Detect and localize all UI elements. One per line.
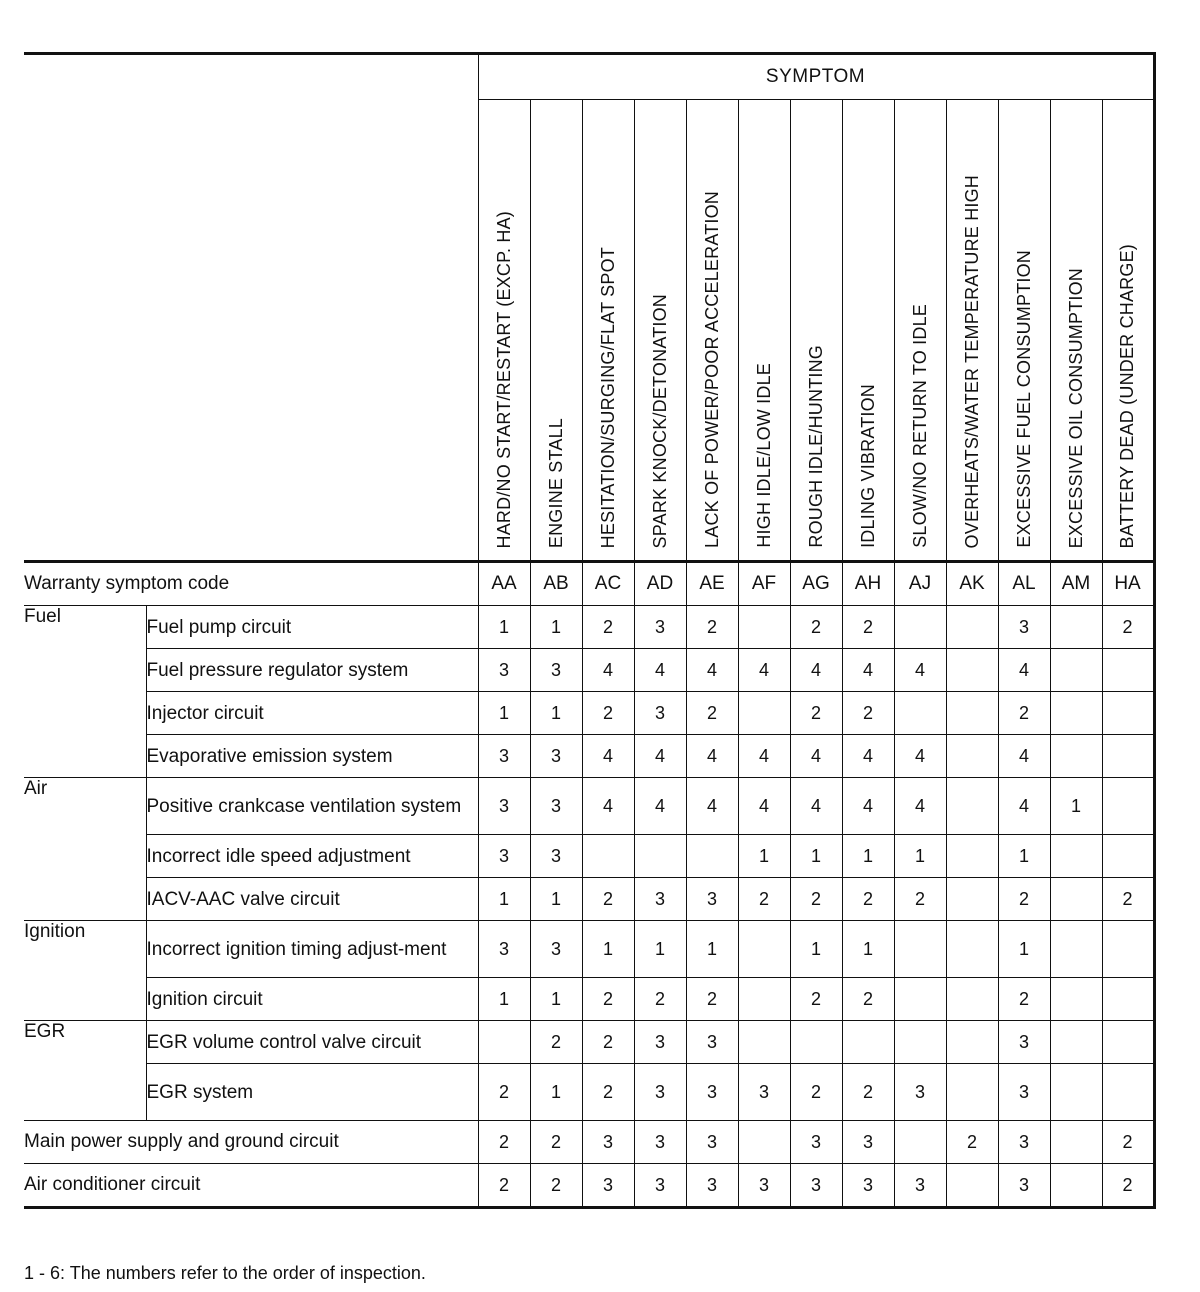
- inspection-order-value: [894, 1021, 946, 1064]
- inspection-order-value: 4: [842, 735, 894, 778]
- inspection-order-value: [478, 1021, 530, 1064]
- inspection-order-value: 2: [582, 878, 634, 921]
- inspection-order-value: [894, 1121, 946, 1164]
- symptom-header-label: HARD/NO START/RESTART (EXCP. HA): [493, 210, 514, 548]
- check-item-label: Ignition circuit: [146, 978, 478, 1021]
- symptom-header-label: EXCESSIVE OIL CONSUMPTION: [1065, 267, 1086, 548]
- symptom-header: [946, 100, 998, 562]
- inspection-order-value: 4: [582, 778, 634, 835]
- inspection-order-value: 3: [686, 1064, 738, 1121]
- check-item-label: IACV-AAC valve circuit: [146, 878, 478, 921]
- inspection-order-value: 3: [478, 649, 530, 692]
- symptom-header: [478, 100, 530, 562]
- inspection-order-value: 1: [842, 921, 894, 978]
- warranty-code: AJ: [894, 562, 946, 606]
- table-row: [24, 1121, 1154, 1164]
- table-row: [24, 692, 1154, 735]
- inspection-order-value: [946, 606, 998, 649]
- warranty-code: AG: [790, 562, 842, 606]
- inspection-order-value: 2: [478, 1121, 530, 1164]
- inspection-order-value: [738, 921, 790, 978]
- inspection-order-value: 1: [686, 921, 738, 978]
- table-row: [24, 1064, 1154, 1121]
- inspection-order-value: 4: [634, 778, 686, 835]
- inspection-order-value: 2: [842, 978, 894, 1021]
- inspection-order-value: 1: [1050, 778, 1102, 835]
- table-row: [24, 778, 1154, 835]
- inspection-order-value: [1050, 649, 1102, 692]
- inspection-order-value: 1: [842, 835, 894, 878]
- inspection-order-value: [1050, 921, 1102, 978]
- inspection-order-value: [1050, 835, 1102, 878]
- inspection-order-value: 4: [998, 735, 1050, 778]
- inspection-order-value: 4: [738, 778, 790, 835]
- inspection-order-value: [1102, 835, 1154, 878]
- inspection-order-value: 1: [582, 921, 634, 978]
- inspection-order-value: 2: [842, 878, 894, 921]
- inspection-order-value: [1102, 978, 1154, 1021]
- inspection-order-value: [1050, 1164, 1102, 1208]
- inspection-order-value: 2: [790, 878, 842, 921]
- inspection-order-value: [946, 835, 998, 878]
- inspection-order-value: 1: [530, 878, 582, 921]
- inspection-order-value: 3: [998, 606, 1050, 649]
- inspection-order-value: 2: [634, 978, 686, 1021]
- inspection-order-value: 3: [894, 1064, 946, 1121]
- inspection-order-value: [946, 778, 998, 835]
- inspection-order-value: [790, 1021, 842, 1064]
- inspection-order-value: 1: [478, 878, 530, 921]
- inspection-order-value: 3: [530, 921, 582, 978]
- matrix-body: [24, 562, 1154, 1208]
- inspection-order-value: 1: [998, 835, 1050, 878]
- inspection-order-value: 3: [738, 1064, 790, 1121]
- inspection-order-value: 1: [478, 692, 530, 735]
- symptom-header: [582, 100, 634, 562]
- inspection-order-value: [686, 835, 738, 878]
- inspection-order-value: [1102, 778, 1154, 835]
- symptom-header-label: HIGH IDLE/LOW IDLE: [753, 363, 774, 548]
- inspection-order-value: 2: [894, 878, 946, 921]
- inspection-order-value: 2: [790, 978, 842, 1021]
- inspection-order-value: 2: [842, 692, 894, 735]
- warranty-code: AF: [738, 562, 790, 606]
- inspection-order-value: 4: [894, 649, 946, 692]
- inspection-order-value: 2: [530, 1121, 582, 1164]
- inspection-order-value: 4: [582, 735, 634, 778]
- inspection-order-value: 3: [634, 1064, 686, 1121]
- symptom-header: [686, 100, 738, 562]
- inspection-order-value: 2: [582, 692, 634, 735]
- symptom-header-label: SLOW/NO RETURN TO IDLE: [909, 304, 930, 548]
- inspection-order-value: [946, 692, 998, 735]
- inspection-order-value: 1: [998, 921, 1050, 978]
- inspection-order-value: [1050, 978, 1102, 1021]
- warranty-code-row: [24, 562, 1154, 606]
- check-item-label: Incorrect ignition timing adjust-ment: [146, 921, 478, 978]
- inspection-order-value: 4: [790, 649, 842, 692]
- warranty-code: AH: [842, 562, 894, 606]
- warranty-code-label: Warranty symptom code: [24, 562, 478, 606]
- symptom-header-label: BATTERY DEAD (UNDER CHARGE): [1117, 243, 1138, 548]
- inspection-order-value: [1102, 1064, 1154, 1121]
- check-item-label: Main power supply and ground circuit: [24, 1121, 478, 1164]
- inspection-order-value: 3: [998, 1121, 1050, 1164]
- symptom-header: [530, 100, 582, 562]
- inspection-order-value: 2: [998, 692, 1050, 735]
- inspection-order-value: 3: [478, 778, 530, 835]
- symptom-header: [1050, 100, 1102, 562]
- inspection-order-value: 2: [1102, 878, 1154, 921]
- inspection-order-value: 4: [842, 778, 894, 835]
- inspection-order-value: 1: [478, 606, 530, 649]
- inspection-order-value: 2: [790, 606, 842, 649]
- inspection-order-value: 1: [530, 692, 582, 735]
- inspection-order-value: 3: [582, 1164, 634, 1208]
- inspection-order-value: 1: [530, 978, 582, 1021]
- check-item-label: EGR system: [146, 1064, 478, 1121]
- inspection-order-value: 1: [894, 835, 946, 878]
- inspection-order-value: 2: [842, 1064, 894, 1121]
- inspection-order-value: 2: [530, 1021, 582, 1064]
- inspection-order-value: [946, 1064, 998, 1121]
- inspection-order-value: 3: [634, 606, 686, 649]
- inspection-order-value: 2: [686, 692, 738, 735]
- inspection-order-value: [842, 1021, 894, 1064]
- inspection-order-value: 4: [790, 778, 842, 835]
- inspection-order-value: [946, 978, 998, 1021]
- warranty-code: AA: [478, 562, 530, 606]
- inspection-order-value: [738, 1121, 790, 1164]
- inspection-order-value: [1102, 692, 1154, 735]
- inspection-order-value: [946, 878, 998, 921]
- inspection-order-value: [1102, 921, 1154, 978]
- inspection-order-value: 1: [530, 1064, 582, 1121]
- check-item-label: Evaporative emission system: [146, 735, 478, 778]
- inspection-order-value: 4: [686, 649, 738, 692]
- check-item-label: Positive crankcase ventilation system: [146, 778, 478, 835]
- symptom-header-label: IDLING VIBRATION: [857, 384, 878, 548]
- table-row: [24, 921, 1154, 978]
- inspection-order-value: [1050, 606, 1102, 649]
- inspection-order-value: [946, 735, 998, 778]
- inspection-order-value: [894, 978, 946, 1021]
- inspection-order-value: 3: [634, 1121, 686, 1164]
- inspection-order-value: 2: [478, 1164, 530, 1208]
- inspection-order-value: 4: [894, 735, 946, 778]
- inspection-order-value: 4: [738, 735, 790, 778]
- inspection-order-value: 2: [790, 1064, 842, 1121]
- symptom-header: [790, 100, 842, 562]
- inspection-order-value: [946, 1021, 998, 1064]
- inspection-order-value: 3: [478, 735, 530, 778]
- inspection-order-value: 4: [686, 735, 738, 778]
- symptom-header-label: EXCESSIVE FUEL CONSUMPTION: [1013, 250, 1034, 548]
- inspection-order-value: 3: [738, 1164, 790, 1208]
- inspection-order-value: 2: [842, 606, 894, 649]
- inspection-order-value: 3: [634, 1164, 686, 1208]
- inspection-order-value: [1102, 1021, 1154, 1064]
- inspection-order-value: 4: [998, 649, 1050, 692]
- warranty-code: AB: [530, 562, 582, 606]
- inspection-order-value: 3: [790, 1121, 842, 1164]
- inspection-order-value: 1: [738, 835, 790, 878]
- symptom-title-row: [24, 54, 1154, 100]
- symptom-header-label: LACK OF POWER/POOR ACCELERATION: [701, 191, 722, 548]
- inspection-order-value: [1050, 878, 1102, 921]
- inspection-order-value: 3: [634, 878, 686, 921]
- inspection-order-value: [738, 692, 790, 735]
- inspection-order-value: 3: [530, 649, 582, 692]
- inspection-order-value: 2: [946, 1121, 998, 1164]
- symptom-header: [894, 100, 946, 562]
- symptom-header: [738, 100, 790, 562]
- warranty-code: AL: [998, 562, 1050, 606]
- inspection-order-value: 4: [894, 778, 946, 835]
- inspection-order-value: 2: [998, 878, 1050, 921]
- inspection-order-value: 1: [790, 835, 842, 878]
- inspection-order-value: [1050, 1021, 1102, 1064]
- inspection-order-value: 4: [634, 735, 686, 778]
- check-item-label: EGR volume control valve circuit: [146, 1021, 478, 1064]
- check-item-label: Air conditioner circuit: [24, 1164, 478, 1208]
- system-group-label: Fuel: [24, 606, 146, 778]
- inspection-order-value: 2: [686, 606, 738, 649]
- inspection-order-value: 3: [998, 1164, 1050, 1208]
- warranty-code: HA: [1102, 562, 1154, 606]
- symptom-header: [842, 100, 894, 562]
- inspection-order-value: [1050, 692, 1102, 735]
- header-blank-cell: [24, 54, 478, 562]
- symptom-header: [1102, 100, 1154, 562]
- inspection-order-value: 3: [998, 1021, 1050, 1064]
- inspection-order-value: 3: [582, 1121, 634, 1164]
- inspection-order-value: 2: [478, 1064, 530, 1121]
- symptom-header-label: OVERHEATS/WATER TEMPERATURE HIGH: [961, 174, 982, 548]
- inspection-order-value: 2: [738, 878, 790, 921]
- inspection-order-value: [1050, 1121, 1102, 1164]
- inspection-order-value: 4: [842, 649, 894, 692]
- table-row: [24, 606, 1154, 649]
- inspection-order-value: 3: [530, 735, 582, 778]
- inspection-order-value: [738, 1021, 790, 1064]
- inspection-order-value: [582, 835, 634, 878]
- inspection-order-value: 3: [686, 1021, 738, 1064]
- table-row: [24, 878, 1154, 921]
- table-row: [24, 1021, 1154, 1064]
- symptom-header-label: HESITATION/SURGING/FLAT SPOT: [597, 246, 618, 548]
- inspection-order-value: [1050, 1064, 1102, 1121]
- inspection-order-value: 4: [634, 649, 686, 692]
- inspection-order-value: [1102, 735, 1154, 778]
- warranty-code: AK: [946, 562, 998, 606]
- inspection-order-value: 4: [738, 649, 790, 692]
- inspection-order-value: [894, 606, 946, 649]
- inspection-order-value: 3: [686, 1121, 738, 1164]
- check-item-label: Incorrect idle speed adjustment: [146, 835, 478, 878]
- warranty-code: AD: [634, 562, 686, 606]
- inspection-order-value: 3: [530, 778, 582, 835]
- inspection-order-value: 3: [842, 1164, 894, 1208]
- inspection-order-value: 2: [1102, 606, 1154, 649]
- inspection-order-value: 3: [686, 878, 738, 921]
- table-row: [24, 1164, 1154, 1208]
- symptom-title: SYMPTOM: [478, 54, 1154, 100]
- inspection-order-value: 3: [634, 692, 686, 735]
- table-row: [24, 835, 1154, 878]
- system-group-label: Air: [24, 778, 146, 921]
- inspection-order-value: 1: [634, 921, 686, 978]
- warranty-code: AM: [1050, 562, 1102, 606]
- check-item-label: Fuel pump circuit: [146, 606, 478, 649]
- inspection-order-value: 2: [530, 1164, 582, 1208]
- inspection-order-value: 2: [582, 606, 634, 649]
- footnote: 1 - 6: The numbers refer to the order of inspection.: [24, 1263, 426, 1283]
- inspection-order-value: 2: [582, 978, 634, 1021]
- inspection-order-value: [738, 606, 790, 649]
- inspection-order-value: 3: [998, 1064, 1050, 1121]
- inspection-order-value: [946, 1164, 998, 1208]
- inspection-order-value: 4: [790, 735, 842, 778]
- inspection-order-value: 3: [478, 835, 530, 878]
- inspection-order-value: 2: [582, 1021, 634, 1064]
- symptom-header: [998, 100, 1050, 562]
- inspection-order-value: 3: [478, 921, 530, 978]
- inspection-order-value: 1: [478, 978, 530, 1021]
- inspection-order-value: 2: [1102, 1121, 1154, 1164]
- symptom-matrix-table: [24, 52, 1156, 1209]
- warranty-code: AC: [582, 562, 634, 606]
- inspection-order-value: [1102, 649, 1154, 692]
- table-row: [24, 735, 1154, 778]
- inspection-order-value: [634, 835, 686, 878]
- inspection-order-value: 3: [530, 835, 582, 878]
- symptom-header-label: SPARK KNOCK/DETONATION: [649, 293, 670, 548]
- table-row: [24, 649, 1154, 692]
- system-group-label: EGR: [24, 1021, 146, 1121]
- inspection-order-value: 3: [790, 1164, 842, 1208]
- inspection-order-value: 1: [790, 921, 842, 978]
- inspection-order-value: 2: [790, 692, 842, 735]
- inspection-order-value: 3: [842, 1121, 894, 1164]
- symptom-header-label: ROUGH IDLE/HUNTING: [805, 345, 826, 548]
- check-item-label: Injector circuit: [146, 692, 478, 735]
- inspection-order-value: 2: [998, 978, 1050, 1021]
- inspection-order-value: 4: [582, 649, 634, 692]
- inspection-order-value: [1050, 735, 1102, 778]
- inspection-order-value: [946, 649, 998, 692]
- check-item-label: Fuel pressure regulator system: [146, 649, 478, 692]
- inspection-order-value: [946, 921, 998, 978]
- inspection-order-value: [738, 978, 790, 1021]
- inspection-order-value: 4: [686, 778, 738, 835]
- inspection-order-value: 2: [582, 1064, 634, 1121]
- table-row: [24, 978, 1154, 1021]
- inspection-order-value: 3: [634, 1021, 686, 1064]
- inspection-order-value: [894, 692, 946, 735]
- inspection-order-value: 3: [686, 1164, 738, 1208]
- system-group-label: Ignition: [24, 921, 146, 1021]
- symptom-header-label: ENGINE STALL: [545, 417, 566, 548]
- symptom-header: [634, 100, 686, 562]
- inspection-order-value: 2: [686, 978, 738, 1021]
- inspection-order-value: [894, 921, 946, 978]
- inspection-order-value: 2: [1102, 1164, 1154, 1208]
- warranty-code: AE: [686, 562, 738, 606]
- inspection-order-value: 1: [530, 606, 582, 649]
- inspection-order-value: 4: [998, 778, 1050, 835]
- inspection-order-value: 3: [894, 1164, 946, 1208]
